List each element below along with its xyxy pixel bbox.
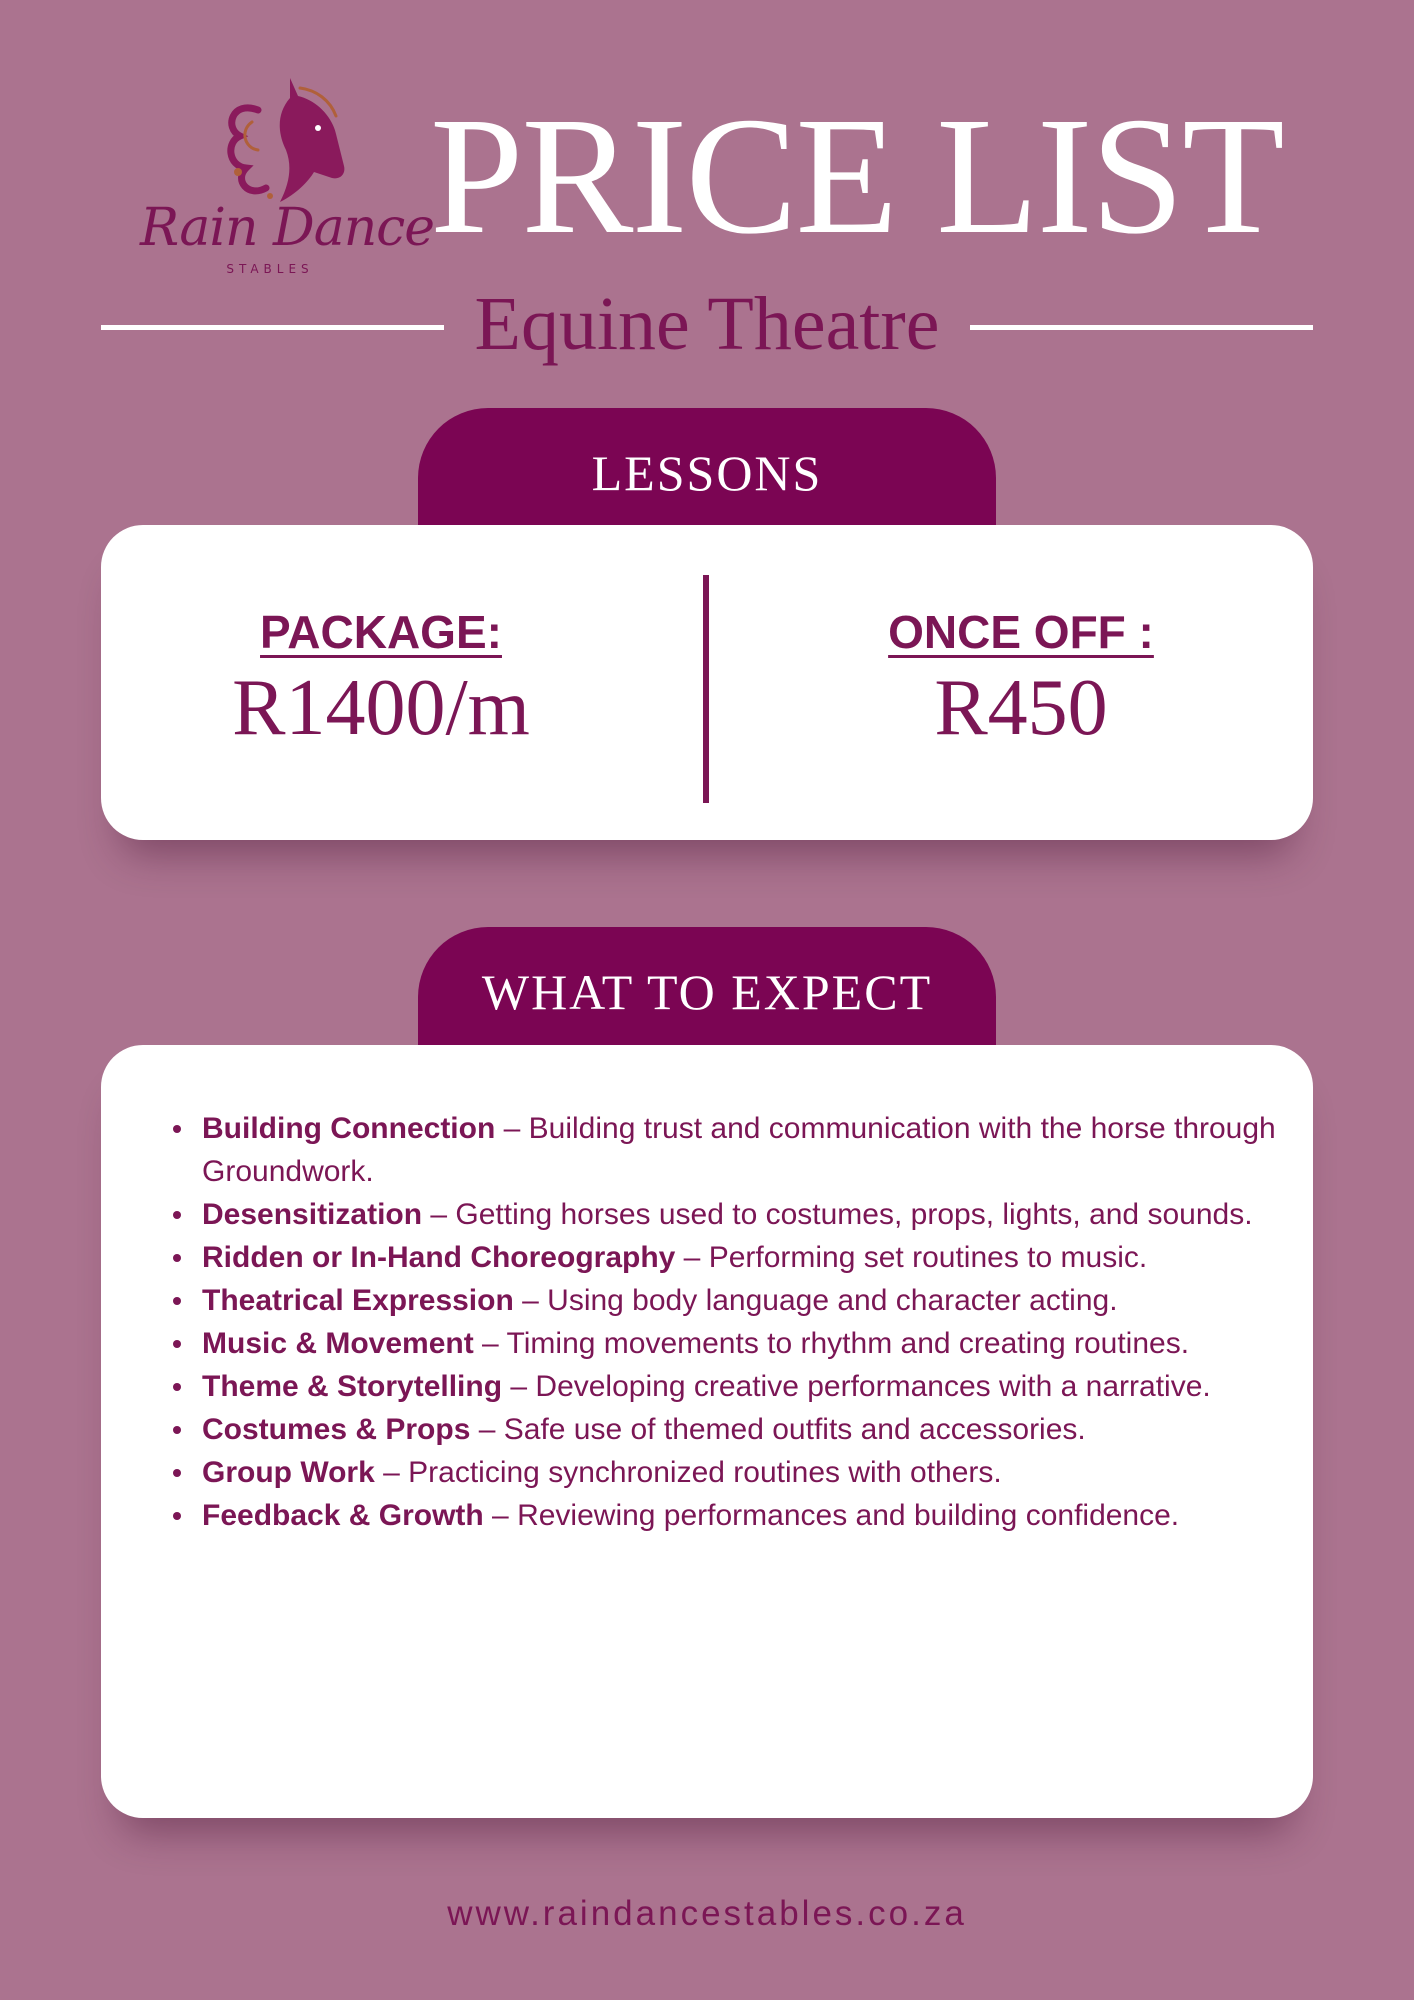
list-item bbox=[202, 1107, 1292, 1193]
list-item bbox=[202, 1451, 1292, 1494]
list-item bbox=[202, 1408, 1292, 1451]
list-item-text: – Getting horses used to costumes, props, lights, and sounds. bbox=[422, 1198, 1253, 1231]
list-item bbox=[202, 1365, 1292, 1408]
expect-list bbox=[202, 1107, 1292, 1537]
lessons-price-card bbox=[101, 525, 1313, 840]
list-item-text: – Safe use of themed outfits and accessories. bbox=[470, 1413, 1086, 1446]
list-item-text: – Timing movements to rhythm and creating routines. bbox=[473, 1327, 1190, 1360]
horse-head-icon bbox=[140, 70, 400, 210]
list-item-text: – Developing creative performances with a narrative. bbox=[502, 1370, 1211, 1403]
list-item-title: Desensitization bbox=[202, 1198, 423, 1231]
website-link[interactable]: www.raindancestables.co.za bbox=[447, 1894, 967, 1933]
list-item-text: – Reviewing performances and building confidence. bbox=[483, 1499, 1180, 1532]
list-item bbox=[202, 1279, 1292, 1322]
list-item-title: Group Work bbox=[202, 1456, 375, 1489]
brand-logo bbox=[140, 70, 435, 280]
list-item-text: – Performing set routines to music. bbox=[675, 1241, 1148, 1274]
page-title: PRICE LIST bbox=[430, 83, 1283, 269]
list-item-title: Theme & Storytelling bbox=[202, 1370, 503, 1403]
list-item-text: – Practicing synchronized routines with others. bbox=[374, 1456, 1002, 1489]
what-to-expect-heading: WHAT TO EXPECT bbox=[418, 927, 996, 1045]
once-off-price-block bbox=[741, 605, 1301, 753]
list-item-text: – Using body language and character acting. bbox=[513, 1284, 1118, 1317]
lessons-heading: LESSONS bbox=[418, 408, 996, 526]
list-item-title: Costumes & Props bbox=[202, 1413, 471, 1446]
page-subtitle: Equine Theatre bbox=[474, 282, 940, 366]
price-divider bbox=[703, 575, 709, 803]
list-item-title: Ridden or In-Hand Choreography bbox=[202, 1241, 676, 1274]
list-item bbox=[202, 1236, 1292, 1279]
once-off-price: R450 bbox=[934, 664, 1108, 752]
package-label: PACKAGE: bbox=[260, 606, 502, 658]
title-rule-left bbox=[101, 325, 444, 330]
list-item-title: Theatrical Expression bbox=[202, 1284, 514, 1317]
brand-name: Rain Dance bbox=[140, 198, 435, 258]
list-item-title: Building Connection bbox=[202, 1112, 496, 1145]
once-off-label: ONCE OFF : bbox=[888, 606, 1154, 658]
list-item bbox=[202, 1193, 1292, 1236]
package-price-block bbox=[101, 605, 661, 753]
list-item bbox=[202, 1322, 1292, 1365]
brand-tagline: STABLES bbox=[226, 262, 314, 276]
list-item-title: Feedback & Growth bbox=[202, 1499, 484, 1532]
list-item bbox=[202, 1494, 1292, 1537]
list-item-title: Music & Movement bbox=[202, 1327, 474, 1360]
list-item-text: – Building trust and communication with the horse through Groundwork. bbox=[202, 1112, 1276, 1188]
title-rule-right bbox=[970, 325, 1313, 330]
what-to-expect-card bbox=[101, 1045, 1313, 1818]
package-price: R1400/m bbox=[232, 664, 530, 752]
